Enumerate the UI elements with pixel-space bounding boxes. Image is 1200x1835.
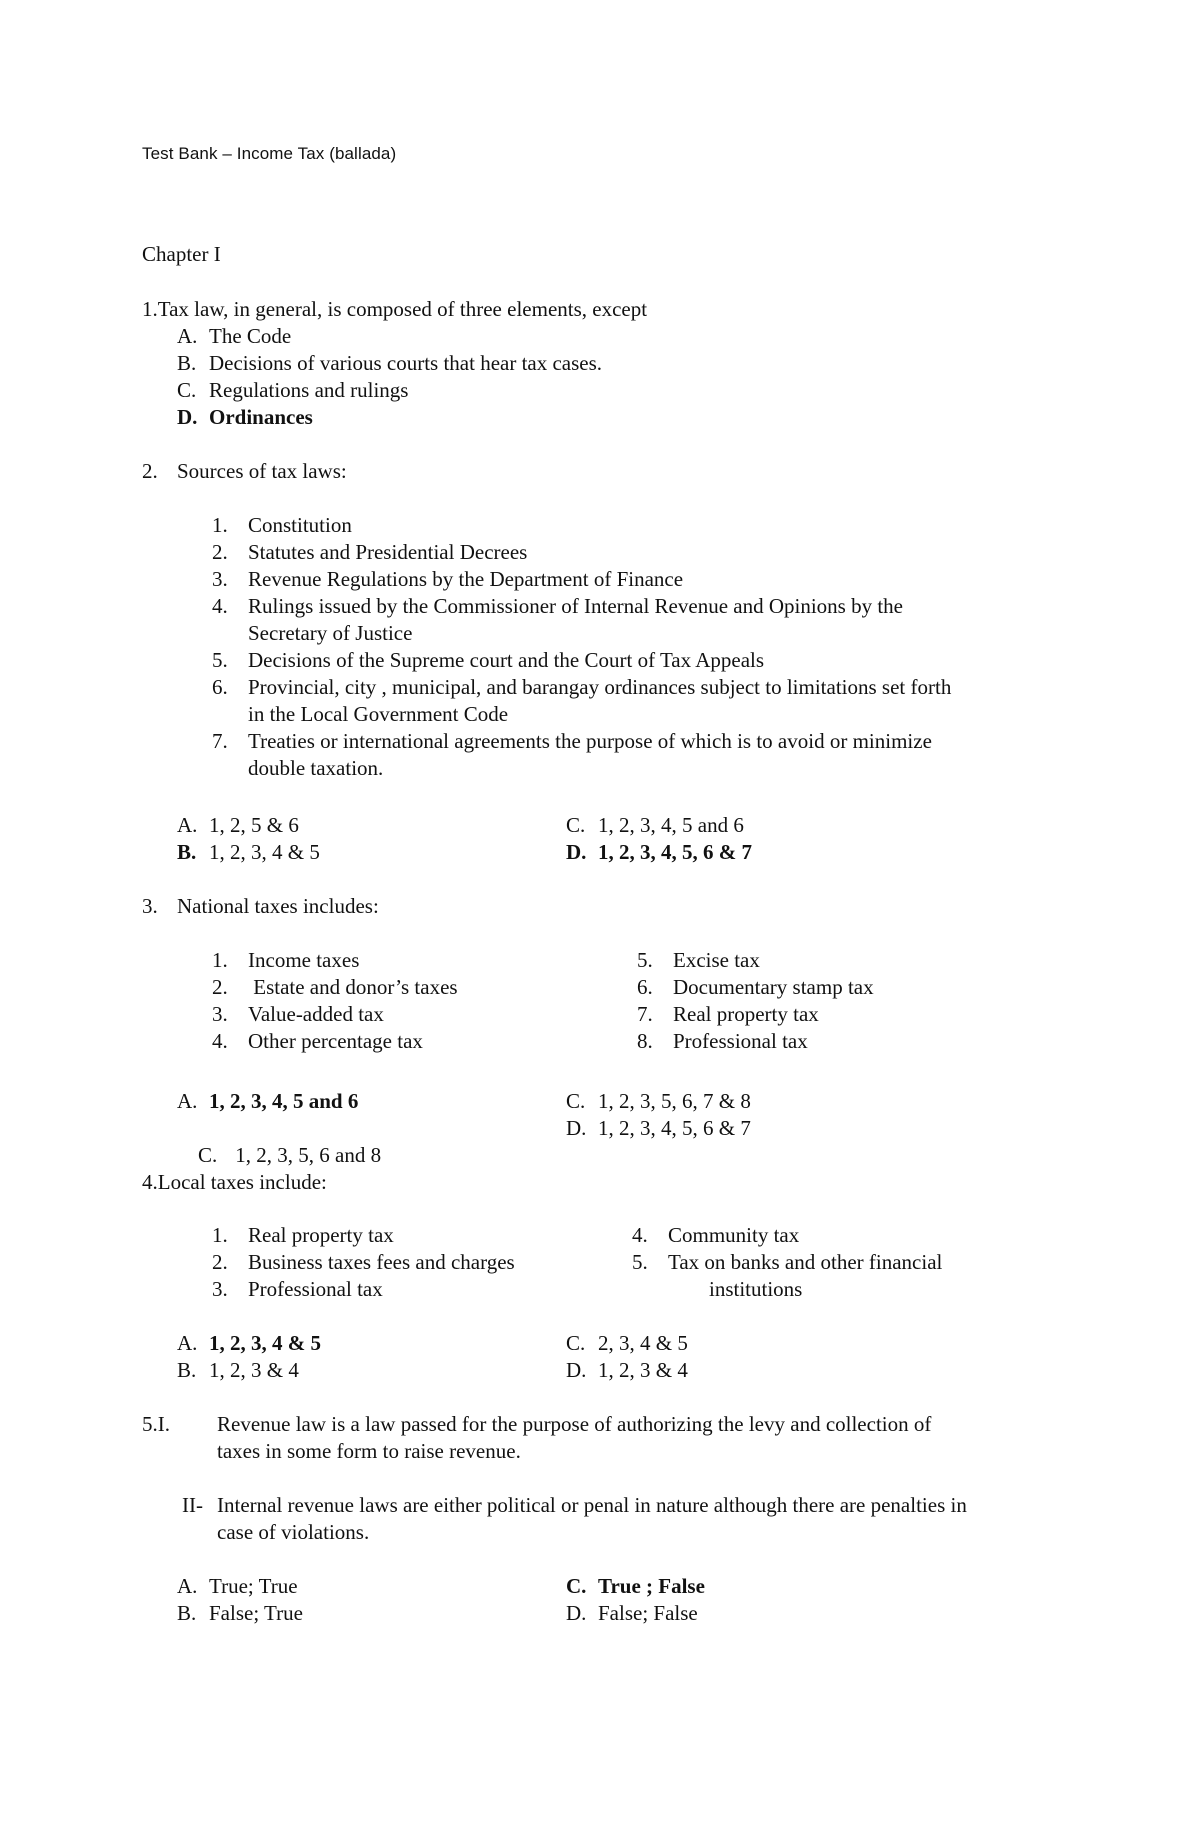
item-number: 2. [212, 1250, 228, 1274]
statement-line: case of violations. [217, 1520, 370, 1544]
item-number: 3. [212, 1277, 228, 1301]
option-letter: A. [177, 1089, 198, 1113]
list-item [212, 674, 1072, 728]
list-item [632, 1249, 942, 1303]
item-text: Real property tax [673, 1002, 819, 1026]
question-text: National taxes includes: [177, 894, 379, 918]
q4-list-left [212, 1222, 515, 1303]
list-item [632, 1222, 942, 1249]
q2-option-b [177, 839, 320, 866]
q4-option-b [177, 1357, 299, 1384]
option-text: 1, 2, 3, 5, 6 and 8 [230, 1143, 382, 1167]
q3-option-a-answer [177, 1088, 358, 1115]
item-text: Excise tax [673, 948, 760, 972]
item-text: Tax on banks and other financial [668, 1250, 943, 1274]
option-text: 1, 2, 3, 4, 5, 6 & 7 [598, 840, 752, 864]
q5-option-d [566, 1600, 698, 1627]
q2-option-c [566, 812, 744, 839]
option-text: The Code [209, 324, 292, 348]
list-item [212, 539, 1072, 566]
q1-option-b [177, 350, 602, 377]
option-letter: D. [566, 1358, 587, 1382]
question-text: Sources of tax laws: [177, 459, 347, 483]
q5-option-c-answer [566, 1573, 705, 1600]
item-number: 1. [212, 513, 228, 537]
option-letter: A. [177, 1331, 198, 1355]
list-item [212, 974, 458, 1001]
list-item [212, 1276, 515, 1303]
q5-statement-1 [217, 1411, 931, 1465]
item-text: Business taxes fees and charges [248, 1250, 515, 1274]
item-number: 5. [212, 648, 228, 672]
item-number: 3. [212, 1002, 228, 1026]
option-text: 2, 3, 4 & 5 [598, 1331, 688, 1355]
list-item [637, 947, 874, 974]
option-text: Ordinances [209, 405, 313, 429]
item-number: 3. [212, 567, 228, 591]
item-text: Value-added tax [248, 1002, 384, 1026]
item-text-continued: double taxation. [248, 756, 384, 780]
item-number: 5. [637, 948, 653, 972]
list-item [212, 1222, 515, 1249]
option-letter: C. [566, 1089, 586, 1113]
item-text: Estate and donor’s taxes [248, 975, 458, 999]
q2-option-a [177, 812, 299, 839]
item-text: Other percentage tax [248, 1029, 423, 1053]
option-letter: D. [566, 840, 587, 864]
q2-option-d-answer [566, 839, 752, 866]
item-number: 2. [212, 975, 228, 999]
question-number: 2. [142, 459, 158, 483]
list-item [212, 1249, 515, 1276]
option-letter: B. [177, 351, 197, 375]
option-letter: C. [566, 813, 586, 837]
option-letter: A. [177, 324, 198, 348]
list-item [212, 566, 1072, 593]
q2-stem [142, 458, 347, 485]
q1-stem: 1.Tax law, in general, is composed of three elements, except [142, 297, 648, 321]
q4-option-d [566, 1357, 688, 1384]
option-letter: D. [566, 1601, 587, 1625]
option-text: 1, 2, 3 & 4 [209, 1358, 299, 1382]
item-text: Statutes and Presidential Decrees [248, 540, 528, 564]
option-text: 1, 2, 3, 4 & 5 [209, 1331, 321, 1355]
option-text: False; False [598, 1601, 698, 1625]
statement-line: Revenue law is a law passed for the purpose of authorizing the levy and collection of [217, 1412, 932, 1436]
item-number: 5. [632, 1250, 648, 1274]
q2-list [212, 512, 1072, 782]
item-text: Professional tax [248, 1277, 383, 1301]
option-text: Regulations and rulings [209, 378, 409, 402]
question-number: 3. [142, 894, 158, 918]
option-text: 1, 2, 3, 4, 5 and 6 [598, 813, 744, 837]
q5-option-a [177, 1573, 298, 1600]
list-item [637, 1028, 874, 1055]
option-text: 1, 2, 3, 4, 5 and 6 [209, 1089, 359, 1113]
item-text: Real property tax [248, 1223, 394, 1247]
q1-option-d-answer [177, 404, 313, 431]
item-number: 7. [212, 729, 228, 753]
option-text: 1, 2, 3, 4 & 5 [209, 840, 320, 864]
q4-option-a-answer [177, 1330, 321, 1357]
q5-number-2: II- [182, 1493, 203, 1517]
item-number: 4. [632, 1223, 648, 1247]
item-text-continued: in the Local Government Code [248, 702, 509, 726]
item-text: Decisions of the Supreme court and the Court of Tax Appeals [248, 648, 765, 672]
q3-stem [142, 893, 379, 920]
option-letter: D. [177, 405, 198, 429]
item-number: 4. [212, 594, 228, 618]
q1-option-a [177, 323, 291, 350]
list-item [637, 974, 874, 1001]
item-number: 6. [637, 975, 653, 999]
option-letter: D. [566, 1116, 587, 1140]
option-text: 1, 2, 5 & 6 [209, 813, 299, 837]
item-text: Professional tax [673, 1029, 808, 1053]
option-text: True ; False [598, 1574, 705, 1598]
statement-line: taxes in some form to raise revenue. [217, 1439, 521, 1463]
list-item [212, 647, 1072, 674]
option-text: True; True [209, 1574, 298, 1598]
option-text: Decisions of various courts that hear tax cases. [209, 351, 603, 375]
item-text: Constitution [248, 513, 352, 537]
list-item [212, 728, 1072, 782]
statement-line: Internal revenue laws are either political or penal in nature although there are penalties in [217, 1493, 967, 1517]
q4-option-c [566, 1330, 688, 1357]
list-item [212, 1001, 458, 1028]
option-letter: B. [177, 1358, 197, 1382]
item-text: Documentary stamp tax [673, 975, 874, 999]
q5-statement-2 [217, 1492, 967, 1546]
list-item [212, 512, 1072, 539]
item-text: Income taxes [248, 948, 360, 972]
q3-list-left [212, 947, 458, 1055]
item-text: Rulings issued by the Commissioner of Internal Revenue and Opinions by the [248, 594, 903, 618]
q3-list-right [637, 947, 874, 1055]
item-text: Community tax [668, 1223, 800, 1247]
item-text: Treaties or international agreements the purpose of which is to avoid or minimize [248, 729, 932, 753]
q5-number: 5.I. [142, 1412, 170, 1436]
list-item [637, 1001, 874, 1028]
item-number: 6. [212, 675, 228, 699]
option-letter: A. [177, 813, 198, 837]
q4-list-right [632, 1222, 942, 1303]
chapter-title: Chapter I [142, 242, 221, 266]
q4-stem: 4.Local taxes include: [142, 1170, 327, 1194]
item-number: 8. [637, 1029, 653, 1053]
q3-option-c [566, 1088, 751, 1115]
option-letter: C. [566, 1331, 586, 1355]
item-number: 4. [212, 1029, 228, 1053]
option-text: 1, 2, 3, 4, 5, 6 & 7 [598, 1116, 751, 1140]
option-letter: C. [198, 1143, 218, 1167]
item-text: Provincial, city , municipal, and barangay ordinances subject to limitations set forth [248, 675, 952, 699]
option-letter: C. [177, 378, 197, 402]
option-letter: A. [177, 1574, 198, 1598]
q5-option-b [177, 1600, 303, 1627]
page-header: Test Bank – Income Tax (ballada) [142, 144, 397, 163]
item-text-continued: institutions [709, 1277, 803, 1301]
list-item [212, 593, 1072, 647]
option-letter: B. [177, 840, 197, 864]
option-text: 1, 2, 3 & 4 [598, 1358, 688, 1382]
option-letter: C. [566, 1574, 587, 1598]
item-text-continued: Secretary of Justice [248, 621, 413, 645]
option-text: False; True [209, 1601, 303, 1625]
item-text: Revenue Regulations by the Department of Finance [248, 567, 684, 591]
q3-option-d [566, 1115, 751, 1142]
list-item [212, 1028, 458, 1055]
list-item [212, 947, 458, 974]
item-number: 2. [212, 540, 228, 564]
option-letter: B. [177, 1601, 197, 1625]
item-number: 1. [212, 948, 228, 972]
q1-option-c [177, 377, 408, 404]
item-number: 7. [637, 1002, 653, 1026]
item-number: 1. [212, 1223, 228, 1247]
option-text: 1, 2, 3, 5, 6, 7 & 8 [598, 1089, 751, 1113]
